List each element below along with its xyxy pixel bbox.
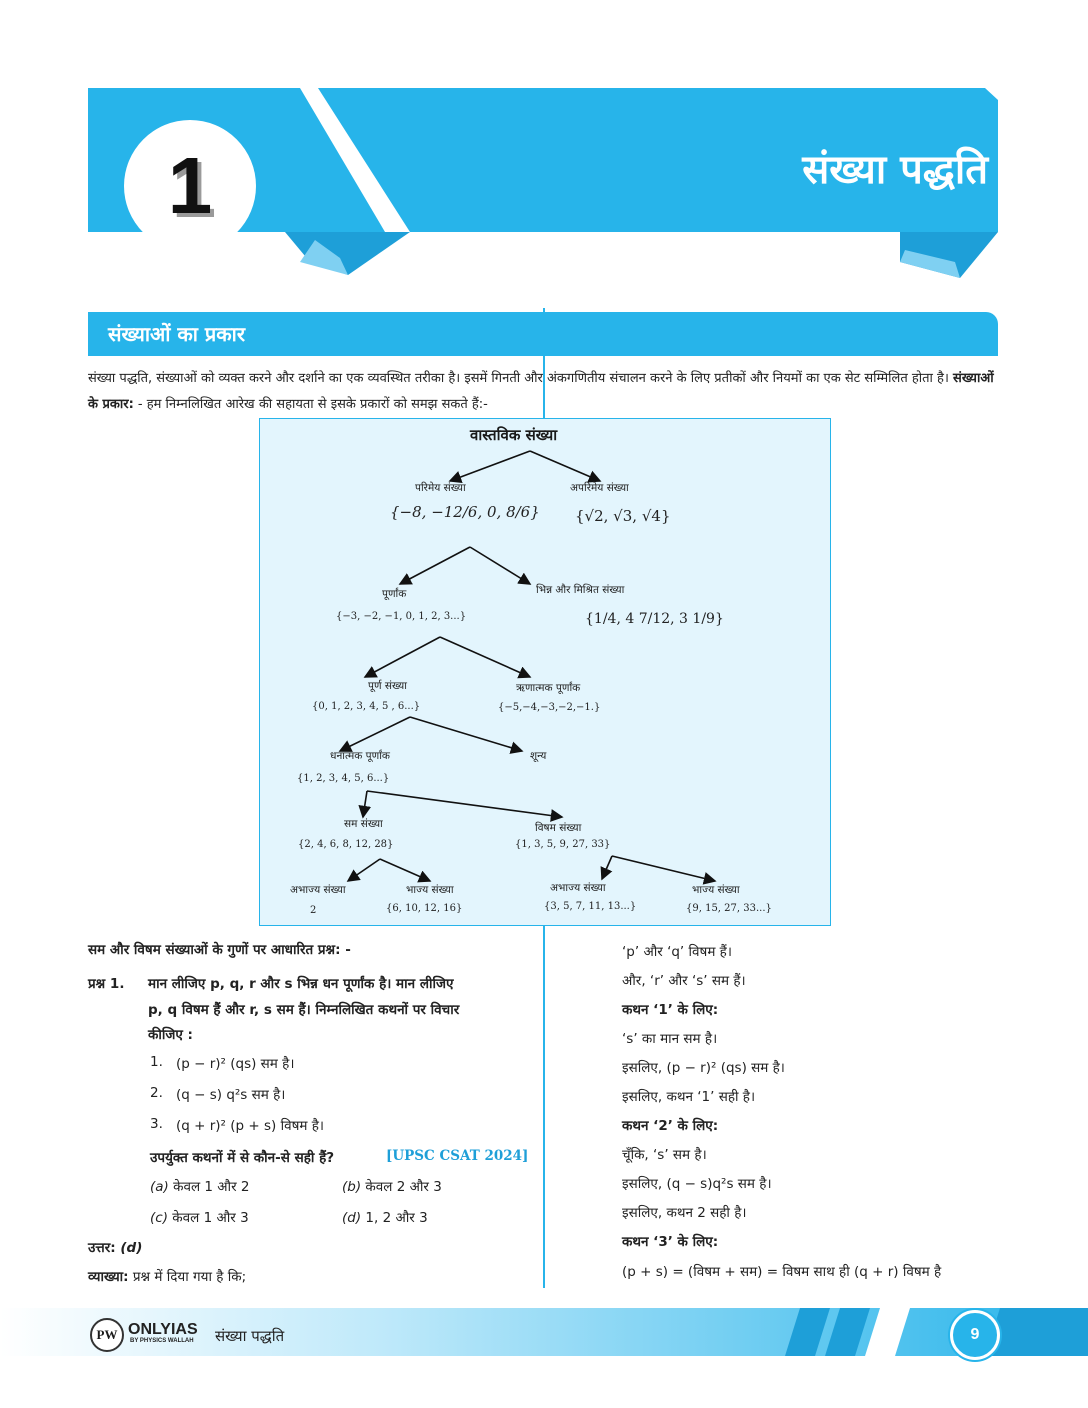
diagram-root: वास्तविक संख्या (470, 426, 558, 444)
odd-composite-set: {9, 15, 27, 33...} (686, 903, 772, 914)
statement-1: (p − r)² (qs) सम है। (176, 1056, 295, 1072)
number-types-diagram (259, 418, 831, 926)
option-c: (c) केवल 1 और 3 (150, 1210, 249, 1226)
even-prime-set: 2 (310, 905, 317, 916)
arrow (367, 791, 562, 817)
irrational-label: अपरिमेय संख्या (570, 482, 629, 494)
negative-set: {−5,−4,−3,−2,−1.} (498, 702, 601, 713)
statement-2-heading: कथन ‘2’ के लिए: (622, 1118, 719, 1134)
whole-set: {0, 1, 2, 3, 4, 5 , 6...} (312, 701, 421, 712)
question-ask: उपर्युक्त कथनों में से कौन-से सही हैं? (150, 1150, 335, 1166)
footer-title: संख्या पद्धति (215, 1327, 285, 1345)
option-a: (a) केवल 1 और 2 (150, 1179, 250, 1195)
odd-prime-set: {3, 5, 7, 11, 13...} (544, 901, 637, 912)
intro-text-1: संख्या पद्धति, संख्याओं को व्यक्त करने और दर्शाने का एक व्यवस्थित तरीका है। इसमें गिनती और अंकगणितीय संचालन करने के लिए प्रतीकों और नियमों का एक सेट सम्मिलित होता है। (88, 371, 954, 386)
page-number: 9 (950, 1310, 1000, 1360)
intro-paragraph (88, 366, 1000, 418)
negative-label: ऋणात्मक पूर्णांक (516, 682, 581, 694)
statement-3: (q + r)² (p + s) विषम है। (176, 1118, 325, 1134)
odd-set: {1, 3, 5, 9, 27, 33} (515, 839, 611, 850)
statement-1-heading: कथन ‘1’ के लिए: (622, 1002, 719, 1018)
statement-1-number: 1. (150, 1054, 163, 1070)
positive-set: {1, 2, 3, 4, 5, 6...} (297, 773, 390, 784)
right-line-1: ‘p’ और ‘q’ विषम हैं। (622, 944, 732, 960)
arrow (400, 547, 470, 584)
question-line-1: मान लीजिए p, q, r और s भिन्न धन पूर्णांक है। मान लीजिए (148, 976, 454, 992)
option-b: (b) केवल 2 और 3 (342, 1179, 442, 1195)
whole-label: पूर्ण संख्या (368, 680, 407, 692)
arrow (530, 451, 600, 481)
brand-sub: BY PHYSICS WALLAH (130, 1338, 194, 1344)
fraction-set: {1/4, 4 7/12, 3 1/9} (585, 611, 724, 627)
pw-logo-icon: PW (90, 1318, 124, 1352)
arrow (348, 859, 380, 881)
answer: उत्तर: (d) (88, 1240, 143, 1256)
right-line-8: इसलिए, कथन 2 सही है। (622, 1205, 747, 1221)
right-line-9: (p + s) = (विषम + सम) = विषम साथ ही (q + r) विषम है (622, 1264, 942, 1280)
explanation: व्याख्या: प्रश्न में दिया गया है कि; (88, 1269, 247, 1285)
odd-label: विषम संख्या (535, 822, 582, 834)
integer-set: {−3, −2, −1, 0, 1, 2, 3...} (336, 611, 467, 622)
irrational-set: {√2, √3, √4} (575, 507, 671, 525)
arrow (363, 791, 367, 817)
even-composite-label: भाज्य संख्या (406, 884, 454, 896)
statement-2-number: 2. (150, 1085, 163, 1101)
odd-prime-label: अभाज्य संख्या (550, 882, 606, 894)
intro-bold: संख्याओं के प्रकार: (88, 371, 994, 412)
question-label: प्रश्न 1. (88, 976, 125, 992)
question-line-3: कीजिए : (148, 1027, 193, 1043)
arrow (380, 859, 430, 881)
odd-composite-label: भाज्य संख्या (692, 884, 740, 896)
rational-set: {−8, −12/6, 0, 8/6} (390, 503, 540, 521)
right-line-5: इसलिए, कथन ‘1’ सही है। (622, 1089, 756, 1105)
question-heading: सम और विषम संख्याओं के गुणों पर आधारित प्रश्न: - (88, 942, 351, 958)
right-line-2: और, ‘r’ और ‘s’ सम हैं। (622, 973, 746, 989)
positive-label: धनात्मक पूर्णांक (330, 750, 390, 762)
intro-text-2: - हम निम्नलिखित आरेख की सहायता से इसके प्रकारों को समझ सकते हैं:- (133, 397, 488, 412)
statement-3-number: 3. (150, 1116, 163, 1132)
rational-label: परिमेय संख्या (415, 482, 466, 494)
arrow (440, 637, 530, 677)
even-label: सम संख्या (344, 818, 383, 830)
option-d: (d) 1, 2 और 3 (342, 1210, 428, 1226)
right-line-7: इसलिए, (q − s)q²s सम है। (622, 1176, 772, 1192)
statement-2: (q − s) q²s सम है। (176, 1087, 286, 1103)
right-line-3: ‘s’ का मान सम है। (622, 1031, 718, 1047)
arrow (340, 717, 410, 751)
arrow (612, 856, 715, 881)
right-line-4: इसलिए, (p − r)² (qs) सम है। (622, 1060, 785, 1076)
brand-name: ONLYIAS (128, 1321, 198, 1338)
integer-label: पूर्णांक (382, 588, 407, 600)
even-composite-set: {6, 10, 12, 16} (386, 903, 463, 914)
question-line-2: p, q विषम हैं और r, s सम हैं। निम्नलिखित कथनों पर विचार (148, 1002, 460, 1018)
section-title: संख्याओं का प्रकार (108, 322, 246, 346)
chapter-title: संख्या पद्धति (802, 147, 988, 193)
exam-reference: [UPSC CSAT 2024] (386, 1148, 529, 1164)
arrow (602, 856, 612, 879)
arrow (365, 637, 440, 677)
even-prime-label: अभाज्य संख्या (290, 884, 346, 896)
arrow (450, 451, 530, 481)
banner-ribbon-left (285, 232, 410, 275)
arrow (410, 717, 522, 751)
fraction-label: भिन्न और मिश्रित संख्या (536, 584, 625, 596)
chapter-number: 1 (124, 120, 256, 252)
arrow (470, 547, 530, 584)
right-line-6: चूँकि, ‘s’ सम है। (622, 1147, 707, 1163)
even-set: {2, 4, 6, 8, 12, 28} (298, 839, 394, 850)
statement-3-heading: कथन ‘3’ के लिए: (622, 1234, 719, 1250)
zero-label: शून्य (530, 750, 547, 762)
